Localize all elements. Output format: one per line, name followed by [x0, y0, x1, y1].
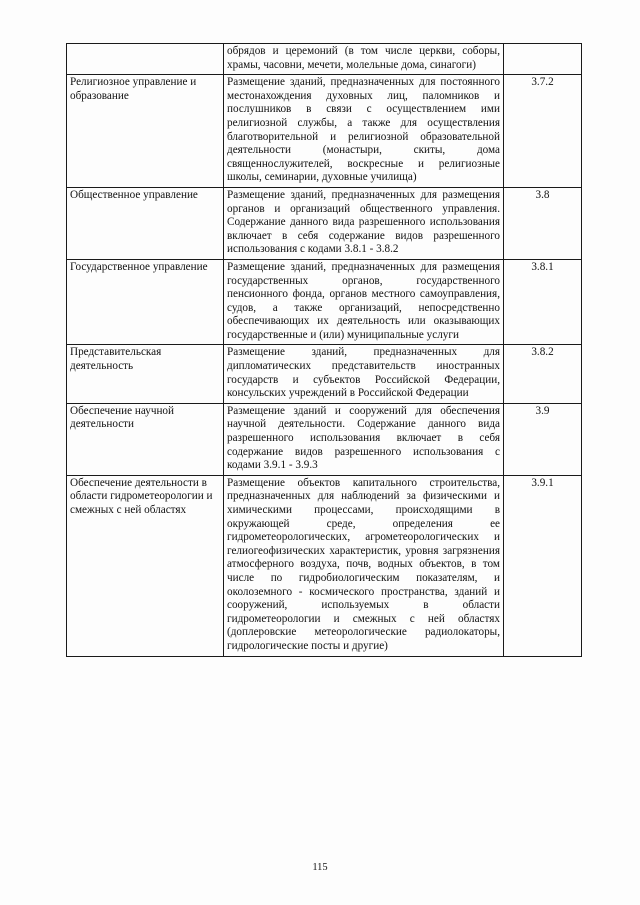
use-type-name: Общественное управление [67, 187, 224, 259]
use-type-code: 3.8.2 [504, 345, 582, 403]
table-row [67, 259, 582, 345]
use-type-name: Государственное управление [67, 259, 224, 345]
use-type-description: Размещение зданий, предназначенных для дипломатических представительств иностранных государств и субъектов Российской Федерации, консульских учреждений в Российской Федерации [224, 345, 504, 403]
use-type-name [67, 44, 224, 75]
table-row [67, 75, 582, 188]
use-type-code: 3.8 [504, 187, 582, 259]
use-type-code: 3.9 [504, 403, 582, 475]
use-type-name: Религиозное управление и образование [67, 75, 224, 188]
use-type-name: Представительская деятельность [67, 345, 224, 403]
use-type-code [504, 44, 582, 75]
use-type-code: 3.8.1 [504, 259, 582, 345]
use-type-code: 3.7.2 [504, 75, 582, 188]
use-type-description: Размещение зданий, предназначенных для постоянного местонахождения духовных лиц, паломников и послушников в связи с осуществлением ими религиозной службы, а также для осуществления благотворительной и религиозной образовательной деятельности (монастыри, скиты, дома священнослужителей, воскресные и религиозные школы, семинарии, духовные училища) [224, 75, 504, 188]
land-use-table [66, 43, 582, 657]
use-type-description: Размещение зданий, предназначенных для размещения органов и организаций общественного управления. Содержание данного вида разрешенного использования включает в себя содержание видов разрешенного использования с кодами 3.8.1 - 3.8.2 [224, 187, 504, 259]
table-row [67, 475, 582, 656]
use-type-description: Размещение объектов капитального строительства, предназначенных для наблюдений за физическими и химическими процессами, происходящими в окружающей среде, определения ее гидрометеорологических, агрометеорологических и гелиогеофизических характеристик, уровня загрязнения атмосферного воздуха, почв, водных объектов, в том числе по гидробиологическим показателям, и околоземного - космического пространства, зданий и сооружений, используемых в области гидрометеорологии и смежных с ней областях (доплеровские метеорологические радиолокаторы, гидрологические посты и другие) [224, 475, 504, 656]
table-row [67, 44, 582, 75]
use-type-name: Обеспечение научной деятельности [67, 403, 224, 475]
table-row [67, 187, 582, 259]
use-type-description: Размещение зданий, предназначенных для размещения государственных органов, государственного пенсионного фонда, органов местного самоуправления, судов, а также организаций, непосредственно обеспечивающих их деятельность или оказывающих государственные и (или) муниципальные услуги [224, 259, 504, 345]
use-type-name: Обеспечение деятельности в области гидрометеорологии и смежных с ней областях [67, 475, 224, 656]
use-type-code: 3.9.1 [504, 475, 582, 656]
use-type-description: Размещение зданий и сооружений для обеспечения научной деятельности. Содержание данного вида разрешенного использования включает в себя содержание видов разрешенного использования с кодами 3.9.1 - 3.9.3 [224, 403, 504, 475]
table-row [67, 345, 582, 403]
page-number: 115 [312, 862, 328, 873]
table-row [67, 403, 582, 475]
use-type-description: обрядов и церемоний (в том числе церкви, соборы, храмы, часовни, мечети, молельные дома, синагоги) [224, 44, 504, 75]
